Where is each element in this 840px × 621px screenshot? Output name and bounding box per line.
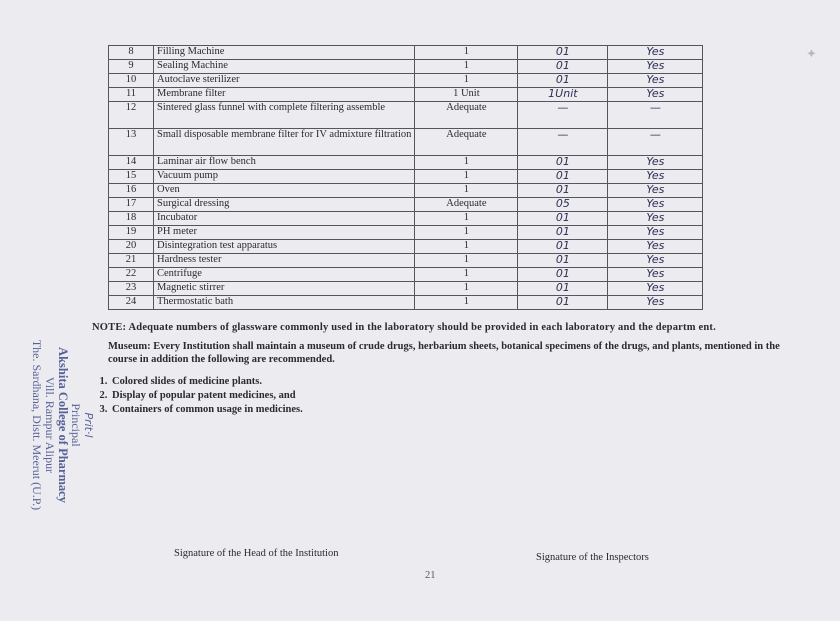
stamp-address-line1: Vill. Rampur Alipur [43,376,57,474]
available-quantity-cell: 1Unit [518,88,608,102]
compliance-cell: Yes [608,226,703,240]
recommendation-item: 2. Display of popular patent medicines, and [110,389,303,403]
row-number-cell: 21 [109,254,154,268]
compliance-cell: — [608,129,703,156]
required-quantity-cell: 1 [415,240,518,254]
available-quantity-cell: 01 [518,46,608,60]
compliance-cell: — [608,102,703,129]
equipment-name-cell: PH meter [154,226,415,240]
compliance-cell: Yes [608,282,703,296]
required-quantity-cell: 1 [415,254,518,268]
row-number-cell: 16 [109,184,154,198]
stamp-signature: Prit·l [82,412,95,438]
compliance-cell: Yes [608,46,703,60]
row-number-cell: 22 [109,268,154,282]
compliance-cell: Yes [608,74,703,88]
required-quantity-cell: 1 [415,60,518,74]
row-number-cell: 11 [109,88,154,102]
required-quantity-cell: 1 [415,282,518,296]
equipment-name-cell: Sintered glass funnel with complete filtering assemble [154,102,415,129]
equipment-name-cell: Surgical dressing [154,198,415,212]
table-row [109,226,703,240]
required-quantity-cell: 1 [415,184,518,198]
available-quantity-cell: — [518,102,608,129]
available-quantity-cell: 01 [518,240,608,254]
row-number-cell: 12 [109,102,154,129]
available-quantity-cell: 01 [518,254,608,268]
equipment-name-cell: Thermostatic bath [154,296,415,310]
table-row [109,254,703,268]
required-quantity-cell: 1 [415,212,518,226]
page-number: 21 [425,570,436,581]
recommendation-item: 1. Colored slides of medicine plants. [110,375,303,389]
stamp-address-line2: The. Sardhana, Distt. Meerut (U.P.) [30,339,44,511]
required-quantity-cell: 1 [415,74,518,88]
row-number-cell: 17 [109,198,154,212]
head-signature-label: Signature of the Head of the Institution [174,548,339,559]
required-quantity-cell: Adequate [415,198,518,212]
row-number-cell: 23 [109,282,154,296]
required-quantity-cell: 1 [415,156,518,170]
compliance-cell: Yes [608,240,703,254]
row-number-cell: 15 [109,170,154,184]
recommendation-item: 3. Containers of common usage in medicines. [110,403,303,417]
table-row [109,102,703,129]
available-quantity-cell: 01 [518,296,608,310]
available-quantity-cell: 01 [518,156,608,170]
table-row [109,74,703,88]
museum-label: Museum: [108,341,151,352]
museum-text: Every Institution shall maintain a museum of crude drugs, herbarium sheets, botanical specimens of the drugs, and plants, mentioned in the course in addition the following are recommended. [108,341,780,365]
compliance-cell: Yes [608,170,703,184]
table-row [109,296,703,310]
available-quantity-cell: 01 [518,212,608,226]
table-row [109,268,703,282]
inspectors-signature-label: Signature of the Inspectors [536,552,649,563]
equipment-name-cell: Centrifuge [154,268,415,282]
required-quantity-cell: 1 [415,268,518,282]
available-quantity-cell: 01 [518,282,608,296]
compliance-cell: Yes [608,60,703,74]
available-quantity-cell: 01 [518,184,608,198]
equipment-name-cell: Incubator [154,212,415,226]
required-quantity-cell: 1 [415,226,518,240]
stamp-title: Principal [69,403,83,447]
equipment-name-cell: Hardness tester [154,254,415,268]
required-quantity-cell: 1 [415,170,518,184]
row-number-cell: 24 [109,296,154,310]
equipment-table-body [109,46,703,310]
compliance-cell: Yes [608,212,703,226]
table-row [109,170,703,184]
table-row [109,240,703,254]
compliance-cell: Yes [608,268,703,282]
recommendations-list [92,375,303,417]
table-row [109,60,703,74]
equipment-name-cell: Laminar air flow bench [154,156,415,170]
equipment-name-cell: Magnetic stirrer [154,282,415,296]
equipment-name-cell: Disintegration test apparatus [154,240,415,254]
compliance-cell: Yes [608,296,703,310]
equipment-name-cell: Oven [154,184,415,198]
museum-paragraph [108,340,798,366]
compliance-cell: Yes [608,184,703,198]
available-quantity-cell: 01 [518,268,608,282]
equipment-name-cell: Small disposable membrane filter for IV admixture filtration [154,129,415,156]
row-number-cell: 13 [109,129,154,156]
equipment-table [108,45,703,310]
available-quantity-cell: 01 [518,74,608,88]
equipment-name-cell: Sealing Machine [154,60,415,74]
corner-mark-icon: ✦ [806,46,817,61]
stamp-college-name: Akshita College of Pharmacy [56,347,70,503]
glassware-note: NOTE: Adequate numbers of glassware commonly used in the laboratory should be provided in each laboratory and the departm ent. [92,322,716,333]
available-quantity-cell: — [518,129,608,156]
required-quantity-cell: Adequate [415,129,518,156]
row-number-cell: 19 [109,226,154,240]
row-number-cell: 20 [109,240,154,254]
table-row [109,198,703,212]
table-row [109,282,703,296]
row-number-cell: 9 [109,60,154,74]
available-quantity-cell: 01 [518,170,608,184]
required-quantity-cell: 1 [415,296,518,310]
required-quantity-cell: Adequate [415,102,518,129]
row-number-cell: 10 [109,74,154,88]
compliance-cell: Yes [608,254,703,268]
equipment-name-cell: Vacuum pump [154,170,415,184]
available-quantity-cell: 01 [518,60,608,74]
college-stamp [25,305,95,545]
compliance-cell: Yes [608,198,703,212]
table-row [109,212,703,226]
available-quantity-cell: 05 [518,198,608,212]
table-row [109,88,703,102]
row-number-cell: 18 [109,212,154,226]
table-row [109,46,703,60]
table-row [109,156,703,170]
equipment-name-cell: Autoclave sterilizer [154,74,415,88]
available-quantity-cell: 01 [518,226,608,240]
required-quantity-cell: 1 Unit [415,88,518,102]
compliance-cell: Yes [608,156,703,170]
table-row [109,129,703,156]
row-number-cell: 8 [109,46,154,60]
equipment-name-cell: Membrane filter [154,88,415,102]
required-quantity-cell: 1 [415,46,518,60]
equipment-name-cell: Filling Machine [154,46,415,60]
compliance-cell: Yes [608,88,703,102]
table-row [109,184,703,198]
row-number-cell: 14 [109,156,154,170]
